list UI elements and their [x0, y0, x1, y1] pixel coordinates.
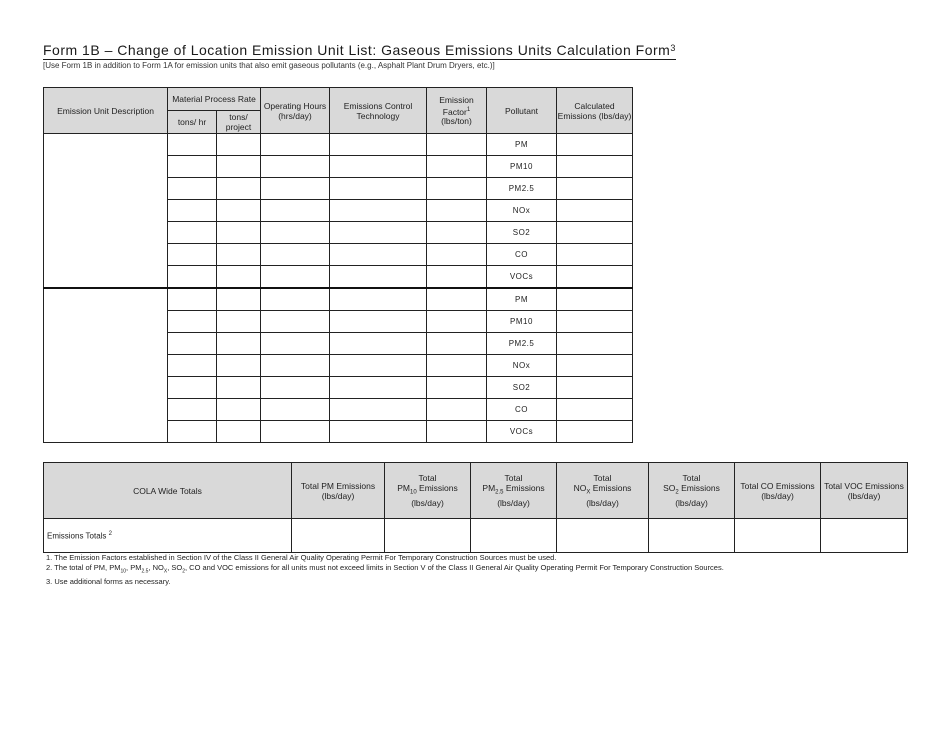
tons-per-hr-cell[interactable]: [168, 266, 217, 289]
tons-per-hr-cell[interactable]: [168, 200, 217, 222]
unit-label: (lbs/day): [675, 497, 708, 508]
tons-per-hr-cell[interactable]: [168, 355, 217, 377]
tons-per-project-cell[interactable]: [217, 178, 261, 200]
header-cola-wide-totals: COLA Wide Totals: [44, 463, 292, 519]
control-technology-cell[interactable]: [330, 377, 427, 399]
total-nox-cell[interactable]: [557, 519, 649, 553]
calculated-emissions-cell[interactable]: [557, 421, 633, 443]
emission-factor-cell[interactable]: [427, 156, 487, 178]
header-emission-unit-description: Emission Unit Description: [44, 88, 168, 134]
tons-per-hr-cell[interactable]: [168, 333, 217, 355]
emission-unit-description-cell[interactable]: [44, 288, 168, 443]
pm25-label: PM: [482, 483, 496, 494]
emissions-label: Emissions: [416, 483, 458, 494]
pm10-subscript: 10: [409, 489, 417, 496]
pollutant-cell: CO: [487, 244, 557, 266]
unit-label: (lbs/day): [497, 497, 530, 508]
tons-per-project-cell[interactable]: [217, 266, 261, 289]
emissions-label: Emissions: [503, 483, 545, 494]
header-operating-hours: Operating Hours (hrs/day): [261, 88, 330, 134]
header-total-voc: Total VOC Emissions (lbs/day): [821, 463, 908, 519]
emission-factor-cell[interactable]: [427, 178, 487, 200]
total-pm25-cell[interactable]: [471, 519, 557, 553]
total-label: Total: [504, 473, 523, 484]
operating-hours-cell[interactable]: [261, 333, 330, 355]
footnote-2-part: 2. The total of PM, PM: [46, 563, 121, 572]
emissions-totals-footnote: 2: [108, 531, 113, 538]
operating-hours-cell[interactable]: [261, 200, 330, 222]
footnote-2-part: , CO and VOC emissions for all units must not exceed limits in Section V of the Class II General Air Quality Operating Permit For Temporary Construction Sources.: [184, 563, 724, 572]
footnote-2-sub: 2: [182, 568, 185, 575]
total-so2-cell[interactable]: [649, 519, 735, 553]
pollutant-cell: NOx: [487, 355, 557, 377]
tons-per-hr-cell[interactable]: [168, 421, 217, 443]
calculated-emissions-cell[interactable]: [557, 156, 633, 178]
emission-factor-cell[interactable]: [427, 288, 487, 311]
pollutant-cell: PM2.5: [487, 178, 557, 200]
table-row: [44, 134, 633, 156]
operating-hours-cell[interactable]: [261, 266, 330, 289]
pollutant-cell: PM10: [487, 156, 557, 178]
footnotes: [46, 553, 724, 587]
footnote-2-sub: 2.5: [141, 568, 149, 575]
calculated-emissions-cell[interactable]: [557, 244, 633, 266]
form-title-footnote: 3: [670, 43, 676, 53]
emission-factor-cell[interactable]: [427, 421, 487, 443]
control-technology-cell[interactable]: [330, 399, 427, 421]
control-technology-cell[interactable]: [330, 134, 427, 156]
control-technology-cell[interactable]: [330, 333, 427, 355]
header-total-nox: [557, 463, 649, 519]
operating-hours-cell[interactable]: [261, 134, 330, 156]
form-subtitle: [Use Form 1B in addition to Form 1A for emission units that also emit gaseous pollutants (e.g., Asphalt Plant Drum Dryers, etc.)]: [43, 61, 495, 70]
tons-per-project-cell[interactable]: [217, 156, 261, 178]
tons-per-hr-cell[interactable]: [168, 134, 217, 156]
total-pm-cell[interactable]: [292, 519, 385, 553]
emission-factor-label: Emission Factor: [439, 94, 474, 117]
header-emission-factor: [427, 88, 487, 134]
pollutant-cell: CO: [487, 399, 557, 421]
emission-factor-cell[interactable]: [427, 222, 487, 244]
footnote-2: [46, 563, 724, 577]
unit-label: (lbs/day): [586, 497, 619, 508]
control-technology-cell[interactable]: [330, 156, 427, 178]
emission-factor-footnote: 1: [466, 106, 471, 113]
pollutant-cell: SO2: [487, 377, 557, 399]
calculated-emissions-cell[interactable]: [557, 266, 633, 289]
pollutant-cell: VOCs: [487, 266, 557, 289]
control-technology-cell[interactable]: [330, 222, 427, 244]
pollutant-cell: VOCs: [487, 421, 557, 443]
emission-factor-cell[interactable]: [427, 333, 487, 355]
calculated-emissions-cell[interactable]: [557, 134, 633, 156]
emission-factor-unit: (lbs/ton): [441, 116, 472, 127]
total-label: Total: [682, 473, 701, 484]
calculated-emissions-cell[interactable]: [557, 178, 633, 200]
operating-hours-cell[interactable]: [261, 222, 330, 244]
tons-per-project-cell[interactable]: [217, 244, 261, 266]
pollutant-cell: PM10: [487, 311, 557, 333]
pollutant-cell: PM: [487, 288, 557, 311]
control-technology-cell[interactable]: [330, 266, 427, 289]
header-total-pm10: [385, 463, 471, 519]
calculated-emissions-cell[interactable]: [557, 288, 633, 311]
control-technology-cell[interactable]: [330, 288, 427, 311]
control-technology-cell[interactable]: [330, 178, 427, 200]
operating-hours-cell[interactable]: [261, 178, 330, 200]
calculated-emissions-cell[interactable]: [557, 333, 633, 355]
total-pm10-cell[interactable]: [385, 519, 471, 553]
control-technology-cell[interactable]: [330, 421, 427, 443]
header-material-process-rate: Material Process Rate: [168, 88, 261, 111]
header-pollutant: Pollutant: [487, 88, 557, 134]
emissions-totals-text: Emissions Totals: [47, 531, 107, 541]
total-co-cell[interactable]: [735, 519, 821, 553]
header-tons-per-hr: tons/ hr: [168, 111, 217, 134]
header-total-pm25: [471, 463, 557, 519]
footnote-2-part: , PM: [126, 563, 142, 572]
control-technology-cell[interactable]: [330, 311, 427, 333]
calculated-emissions-cell[interactable]: [557, 200, 633, 222]
emission-factor-cell[interactable]: [427, 134, 487, 156]
total-voc-cell[interactable]: [821, 519, 908, 553]
emission-factor-cell[interactable]: [427, 200, 487, 222]
header-calculated-emissions: Calculated Emissions (lbs/day): [557, 88, 633, 134]
footnote-2-sub: 10: [120, 568, 127, 575]
header-emissions-control-technology: Emissions Control Technology: [330, 88, 427, 134]
tons-per-project-cell[interactable]: [217, 311, 261, 333]
operating-hours-cell[interactable]: [261, 377, 330, 399]
tons-per-hr-cell[interactable]: [168, 244, 217, 266]
calculated-emissions-cell[interactable]: [557, 355, 633, 377]
operating-hours-cell[interactable]: [261, 399, 330, 421]
tons-per-hr-cell[interactable]: [168, 156, 217, 178]
control-technology-cell[interactable]: [330, 244, 427, 266]
emission-unit-description-cell[interactable]: [44, 134, 168, 289]
emission-factor-cell[interactable]: [427, 266, 487, 289]
calculated-emissions-cell[interactable]: [557, 222, 633, 244]
footnote-2-sub: X: [163, 568, 168, 575]
calculated-emissions-cell[interactable]: [557, 311, 633, 333]
emission-factor-cell[interactable]: [427, 311, 487, 333]
unit-label: (lbs/day): [411, 497, 444, 508]
header-total-co: Total CO Emissions (lbs/day): [735, 463, 821, 519]
operating-hours-cell[interactable]: [261, 421, 330, 443]
header-tons-per-project: tons/ project: [217, 111, 261, 134]
total-label: Total: [418, 473, 437, 484]
operating-hours-cell[interactable]: [261, 311, 330, 333]
tons-per-hr-cell[interactable]: [168, 288, 217, 311]
header-total-so2: [649, 463, 735, 519]
emissions-label: Emissions: [678, 483, 720, 494]
pm10-label: PM: [397, 483, 410, 494]
emission-unit-table: [43, 87, 633, 443]
operating-hours-cell[interactable]: [261, 355, 330, 377]
total-label: Total: [593, 473, 612, 484]
control-technology-cell[interactable]: [330, 355, 427, 377]
tons-per-project-cell[interactable]: [217, 421, 261, 443]
cola-totals-table: [43, 462, 908, 553]
footnote-2-part: , SO: [167, 563, 183, 572]
pollutant-cell: PM: [487, 134, 557, 156]
pm25-subscript: 2.5: [495, 489, 504, 496]
tons-per-project-cell[interactable]: [217, 377, 261, 399]
tons-per-hr-cell[interactable]: [168, 399, 217, 421]
form-title-text: Form 1B – Change of Location Emission Unit List: Gaseous Emissions Units Calculation Form: [43, 42, 671, 58]
pollutant-cell: PM2.5: [487, 333, 557, 355]
emission-factor-cell[interactable]: [427, 244, 487, 266]
table-row: [44, 519, 908, 553]
tons-per-hr-cell[interactable]: [168, 178, 217, 200]
so2-label: SO: [663, 483, 676, 494]
footnote-1: 1. The Emission Factors established in Section IV of the Class II General Air Quality Operating Permit For Temporary Construction Sources must be used.: [46, 553, 557, 562]
calculated-emissions-cell[interactable]: [557, 377, 633, 399]
so2-subscript: 2: [675, 489, 679, 496]
tons-per-project-cell[interactable]: [217, 355, 261, 377]
tons-per-project-cell[interactable]: [217, 200, 261, 222]
pollutant-cell: SO2: [487, 222, 557, 244]
tons-per-hr-cell[interactable]: [168, 311, 217, 333]
emissions-label: Emissions: [590, 483, 632, 494]
operating-hours-cell[interactable]: [261, 244, 330, 266]
table-row: [44, 288, 633, 311]
operating-hours-cell[interactable]: [261, 156, 330, 178]
operating-hours-cell[interactable]: [261, 288, 330, 311]
nox-label: NO: [573, 483, 587, 494]
tons-per-hr-cell[interactable]: [168, 377, 217, 399]
emission-factor-cell[interactable]: [427, 399, 487, 421]
tons-per-project-cell[interactable]: [217, 288, 261, 311]
emissions-totals-label: [44, 519, 292, 553]
pollutant-cell: NOx: [487, 200, 557, 222]
nox-subscript: X: [586, 489, 591, 496]
emission-factor-cell[interactable]: [427, 377, 487, 399]
tons-per-project-cell[interactable]: [217, 134, 261, 156]
calculated-emissions-cell[interactable]: [557, 399, 633, 421]
form-title: [43, 42, 676, 60]
control-technology-cell[interactable]: [330, 200, 427, 222]
footnote-3: 3. Use additional forms as necessary.: [46, 576, 171, 586]
tons-per-project-cell[interactable]: [217, 222, 261, 244]
footnote-2-part: , NO: [148, 563, 164, 572]
tons-per-hr-cell[interactable]: [168, 222, 217, 244]
tons-per-project-cell[interactable]: [217, 399, 261, 421]
header-total-pm: Total PM Emissions (lbs/day): [292, 463, 385, 519]
tons-per-project-cell[interactable]: [217, 333, 261, 355]
emission-factor-cell[interactable]: [427, 355, 487, 377]
